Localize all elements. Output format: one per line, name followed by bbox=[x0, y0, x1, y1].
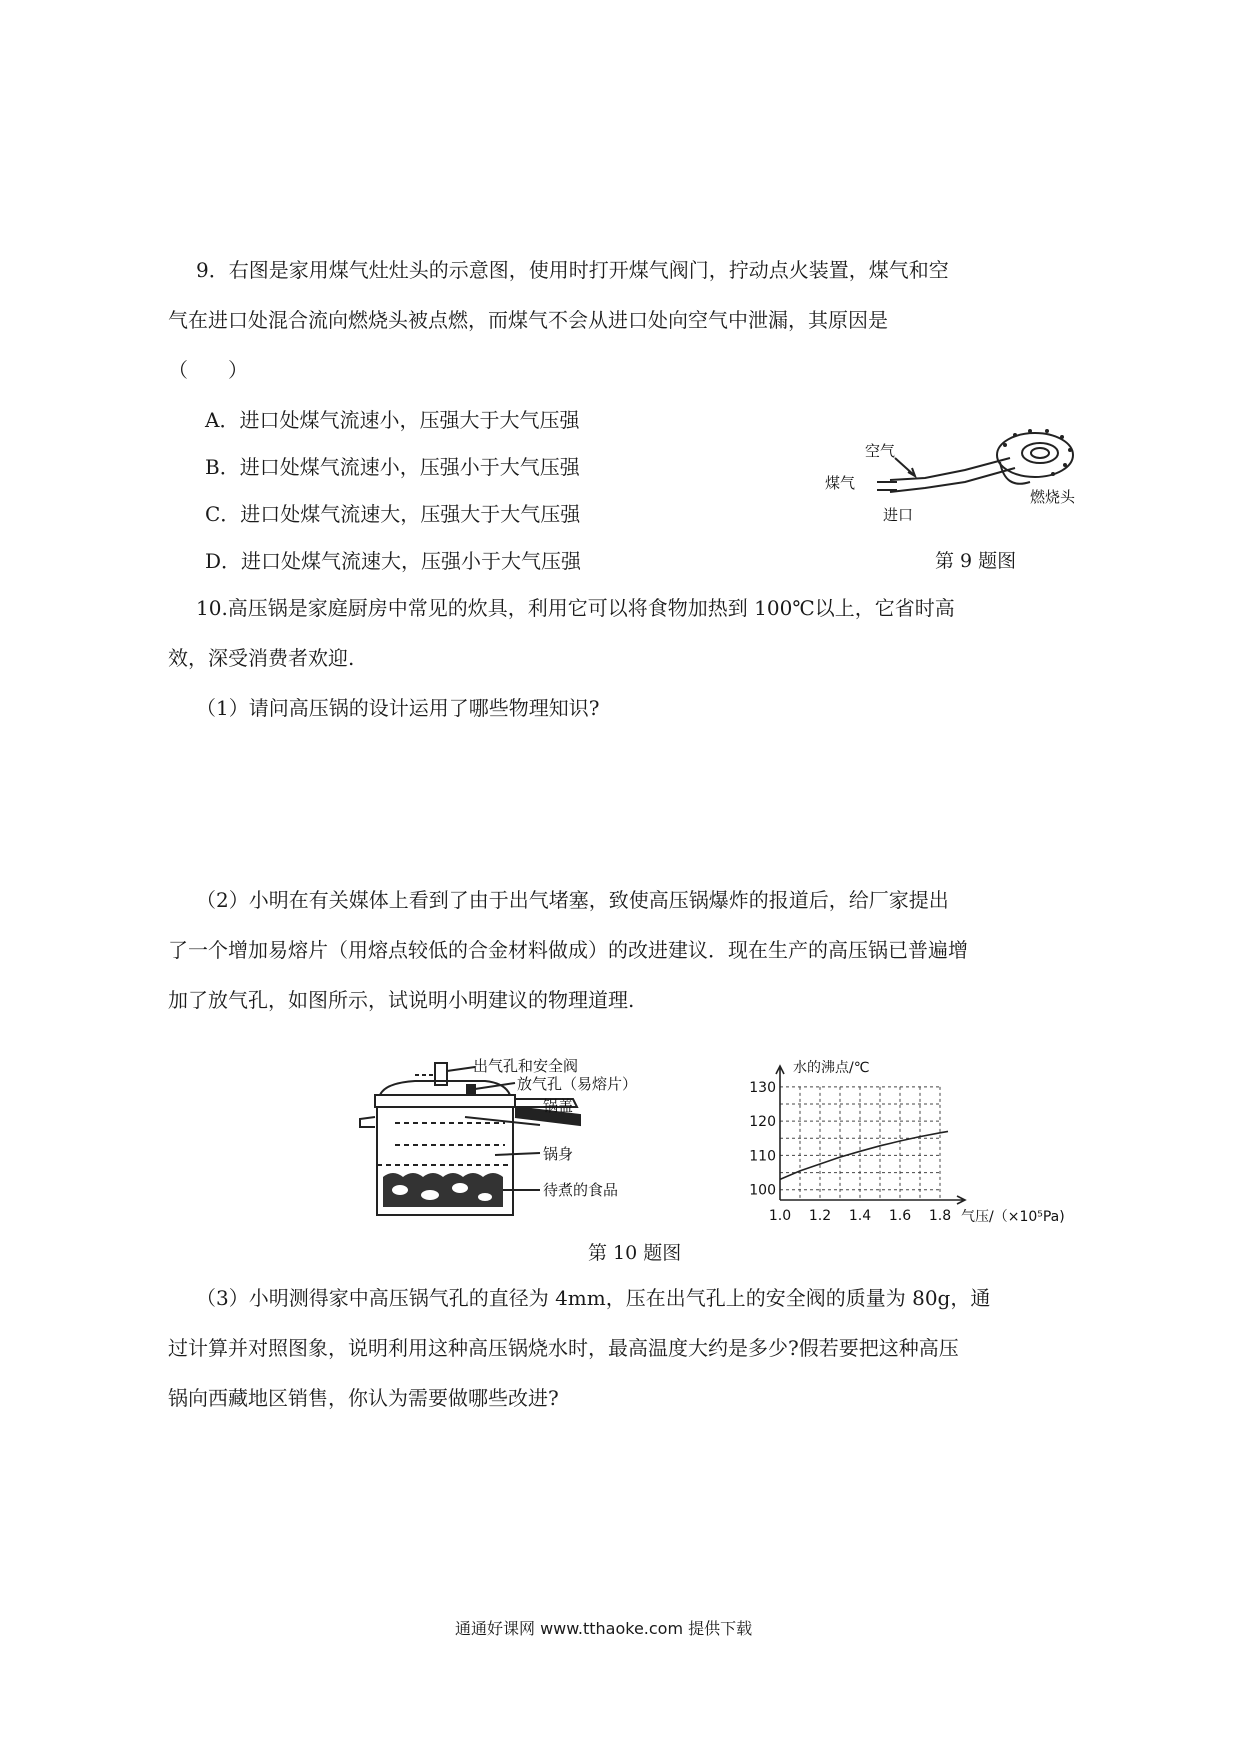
y-tick-label: 110 bbox=[749, 1148, 776, 1165]
label-gas: 煤气 bbox=[825, 474, 856, 492]
q9-option-a: A．进口处煤气流速小，压强大于大气压强 bbox=[205, 408, 580, 432]
y-tick-label: 120 bbox=[749, 1114, 776, 1131]
label-food: 待煮的食品 bbox=[543, 1181, 619, 1199]
q10-part-1: （1）请问高压锅的设计运用了哪些物理知识? bbox=[196, 696, 600, 720]
label-air: 空气 bbox=[865, 442, 896, 460]
q9-option-c: C．进口处煤气流速大，压强大于大气压强 bbox=[205, 502, 581, 526]
label-lid: 锅盖 bbox=[543, 1097, 574, 1115]
q10-part-2-line-2: 了一个增加易熔片（用熔点较低的合金材料做成）的改进建议．现在生产的高压锅已普遍增 bbox=[168, 938, 968, 962]
x-tick-label: 1.8 bbox=[928, 1208, 952, 1224]
x-tick-label: 1.6 bbox=[888, 1208, 912, 1224]
boiling-point-chart bbox=[745, 1058, 1090, 1238]
y-tick-label: 130 bbox=[749, 1079, 776, 1096]
label-vent: 放气孔（易熔片） bbox=[517, 1075, 638, 1093]
q10-intro-line-1: 10.高压锅是家庭厨房中常见的炊具，利用它可以将食物加热到 100℃以上，它省时高 bbox=[196, 596, 955, 620]
footer-text: 通通好课网 www.tthaoke.com 提供下载 bbox=[455, 1619, 753, 1638]
q10-figure-caption: 第 10 题图 bbox=[588, 1242, 682, 1264]
q9-figure-caption: 第 9 题图 bbox=[935, 550, 1017, 572]
q10-part-2-line-3: 加了放气孔，如图所示，试说明小明建议的物理道理. bbox=[168, 988, 635, 1012]
x-tick-label: 1.0 bbox=[768, 1208, 792, 1224]
y-tick-label: 100 bbox=[749, 1182, 776, 1199]
x-tick-label: 1.4 bbox=[848, 1208, 872, 1224]
q9-line-1: 9．右图是家用煤气灶灶头的示意图，使用时打开煤气阀门，拧动点火装置，煤气和空 bbox=[196, 258, 949, 282]
q9-line-2: 气在进口处混合流向燃烧头被点燃，而煤气不会从进口处向空气中泄漏，其原因是 bbox=[168, 308, 888, 332]
q9-line-3: （ ） bbox=[168, 358, 248, 382]
x-tick-label: 1.2 bbox=[808, 1208, 832, 1224]
q10-part-3-line-3: 锅向西藏地区销售，你认为需要做哪些改进? bbox=[168, 1386, 559, 1410]
x-axis bbox=[780, 1196, 965, 1204]
chart-x-axis-label: 气压/（×10⁵Pa) bbox=[961, 1209, 1065, 1225]
y-axis bbox=[776, 1066, 784, 1200]
label-burner: 燃烧头 bbox=[1030, 488, 1076, 506]
q10-intro-line-2: 效，深受消费者欢迎. bbox=[168, 646, 355, 670]
chart-y-axis-label: 水的沸点/℃ bbox=[793, 1060, 870, 1076]
q10-part-3-line-2: 过计算并对照图象，说明利用这种高压锅烧水时，最高温度大约是多少?假若要把这种高压 bbox=[168, 1336, 959, 1360]
pressure-cooker-diagram bbox=[355, 1055, 695, 1225]
q10-part-3-line-1: （3）小明测得家中高压锅气孔的直径为 4mm，压在出气孔上的安全阀的质量为 80g，通 bbox=[196, 1286, 991, 1310]
q9-option-b: B．进口处煤气流速小，压强小于大气压强 bbox=[205, 455, 580, 479]
label-body: 锅身 bbox=[543, 1145, 574, 1163]
q9-option-d: D．进口处煤气流速大，压强小于大气压强 bbox=[205, 549, 582, 573]
q10-part-2-line-1: （2）小明在有关媒体上看到了由于出气堵塞，致使高压锅爆炸的报道后，给厂家提出 bbox=[196, 888, 949, 912]
label-inlet: 进口 bbox=[883, 506, 914, 524]
gas-stove-diagram bbox=[815, 420, 1105, 540]
label-valve: 出气孔和安全阀 bbox=[473, 1057, 579, 1075]
